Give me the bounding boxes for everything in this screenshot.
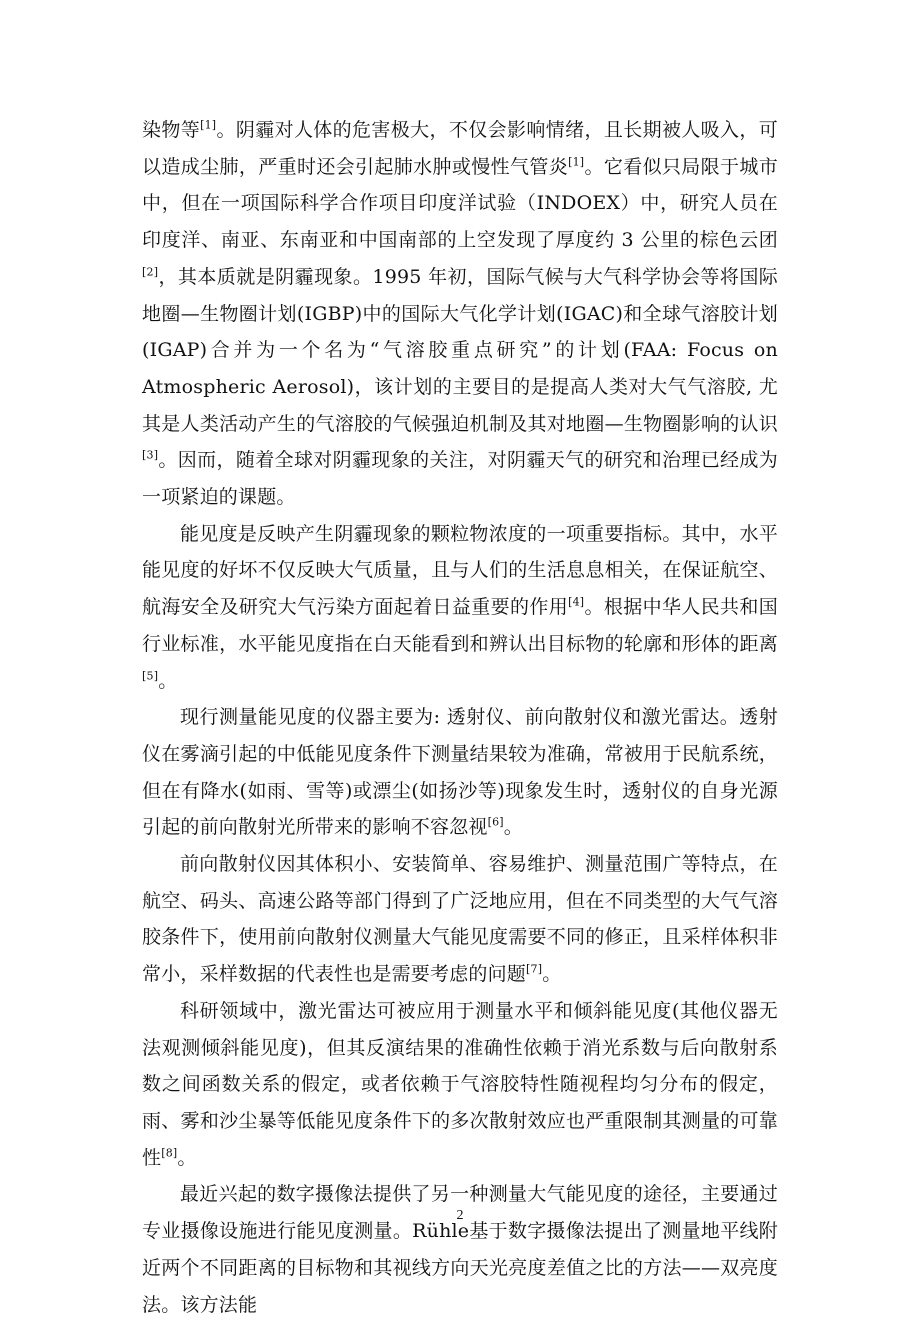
paragraph-2 bbox=[142, 516, 778, 700]
paragraph-text: 。 bbox=[542, 963, 562, 986]
paragraph-5 bbox=[142, 993, 778, 1177]
paragraph-text: 。因而，随着全球对阴霾现象的关注，对阴霾天气的研究和治理已经成为一项紧迫的课题。 bbox=[142, 449, 778, 509]
paragraph-text: 现行测量能见度的仪器主要为: 透射仪、前向散射仪和激光雷达。透射仪在雾滴引起的中低能见度条件下测量结果较为准确，常被用于民航系统，但在有降水(如雨、雪等)或漂尘(如扬沙等)现象发生时，透射仪的自身光源引起的前向散射光所带来的影响不容忽视 bbox=[142, 706, 778, 839]
citation-ref: [2] bbox=[142, 265, 159, 279]
paragraph-1 bbox=[142, 112, 778, 516]
paragraph-text: 。 bbox=[177, 1146, 197, 1169]
paragraph-text: 科研领域中，激光雷达可被应用于测量水平和倾斜能见度(其他仪器无法观测倾斜能见度)，但其反演结果的准确性依赖于消光系数与后向散射系数之间函数关系的假定，或者依赖于气溶胶特性随视程均匀分布的假定，雨、雾和沙尘暴等低能见度条件下的多次散射效应也严重限制其测量的可靠性 bbox=[142, 999, 778, 1169]
document-body bbox=[142, 112, 778, 1323]
paragraph-3 bbox=[142, 699, 778, 846]
paragraph-text: 。根据中华人民共和国行业标准，水平能见度指在白天能看到和辨认出目标物的轮廓和形体的距离 bbox=[142, 596, 778, 655]
paragraph-text: 。阴霾对人体的危害极大，不仅会影响情绪，且长期被人吸入，可以造成尘肺，严重时还会引起肺水肿或慢性气管炎 bbox=[142, 119, 778, 178]
citation-ref: [5] bbox=[142, 669, 159, 683]
paragraph-text: 能见度是反映产生阴霾现象的颗粒物浓度的一项重要指标。其中，水平能见度的好坏不仅反映大气质量，且与人们的生活息息相关，在保证航空、航海安全及研究大气污染方面起着日益重要的作用 bbox=[142, 522, 778, 619]
paragraph-6 bbox=[142, 1176, 778, 1323]
paragraph-text: ，其本质就是阴霾现象。1995 年初，国际气候与大气科学协会等将国际地圈—生物圈计划(IGBP)中的国际大气化学计划(IGAC)和全球气溶胶计划(IGAP)合并为一个名为“气溶胶重点研究”的计划(FAA: Focus on Atmospheric Aerosol)，该计划的主要目的是提高人类对大气气溶胶, 尤其是人类活动产生的气溶胶的气候强迫机制及其对地圈—生物圈影响的认识 bbox=[142, 265, 778, 435]
paragraph-text: 。它看似只局限于城市中，但在一项国际科学合作项目印度洋试验（INDOEX）中，研究人员在印度洋、南亚、东南亚和中国南部的上空发现了厚度约 3 公里的棕色云团 bbox=[142, 155, 778, 252]
citation-ref: [1] bbox=[568, 155, 585, 169]
paragraph-text: 染物等 bbox=[142, 119, 201, 141]
paragraph-text: 。 bbox=[158, 669, 178, 692]
paragraph-4 bbox=[142, 846, 778, 993]
citation-ref: [8] bbox=[161, 1146, 178, 1160]
citation-ref: [3] bbox=[142, 449, 159, 462]
citation-ref: [6] bbox=[487, 816, 504, 830]
citation-ref: [4] bbox=[568, 595, 585, 609]
citation-ref: [7] bbox=[526, 962, 543, 976]
paragraph-text: 前向散射仪因其体积小、安装简单、容易维护、测量范围广等特点，在航空、码头、高速公路等部门得到了广泛地应用，但在不同类型的大气气溶胶条件下，使用前向散射仪测量大气能见度需要不同的修正，且采样体积非常小，采样数据的代表性也是需要考虑的问题 bbox=[142, 853, 778, 986]
page-number: 2 bbox=[456, 1208, 464, 1223]
paragraph-text: 。 bbox=[503, 816, 523, 839]
paragraph-text: 最近兴起的数字摄像法提供了另一种测量大气能见度的途径，主要通过专业摄像设施进行能见度测量。Rühle基于数字摄像法提出了测量地平线附近两个不同距离的目标物和其视线方向天光亮度差值之比的方法——双亮度法。该方法能 bbox=[142, 1183, 778, 1316]
citation-ref: [1] bbox=[200, 118, 217, 132]
